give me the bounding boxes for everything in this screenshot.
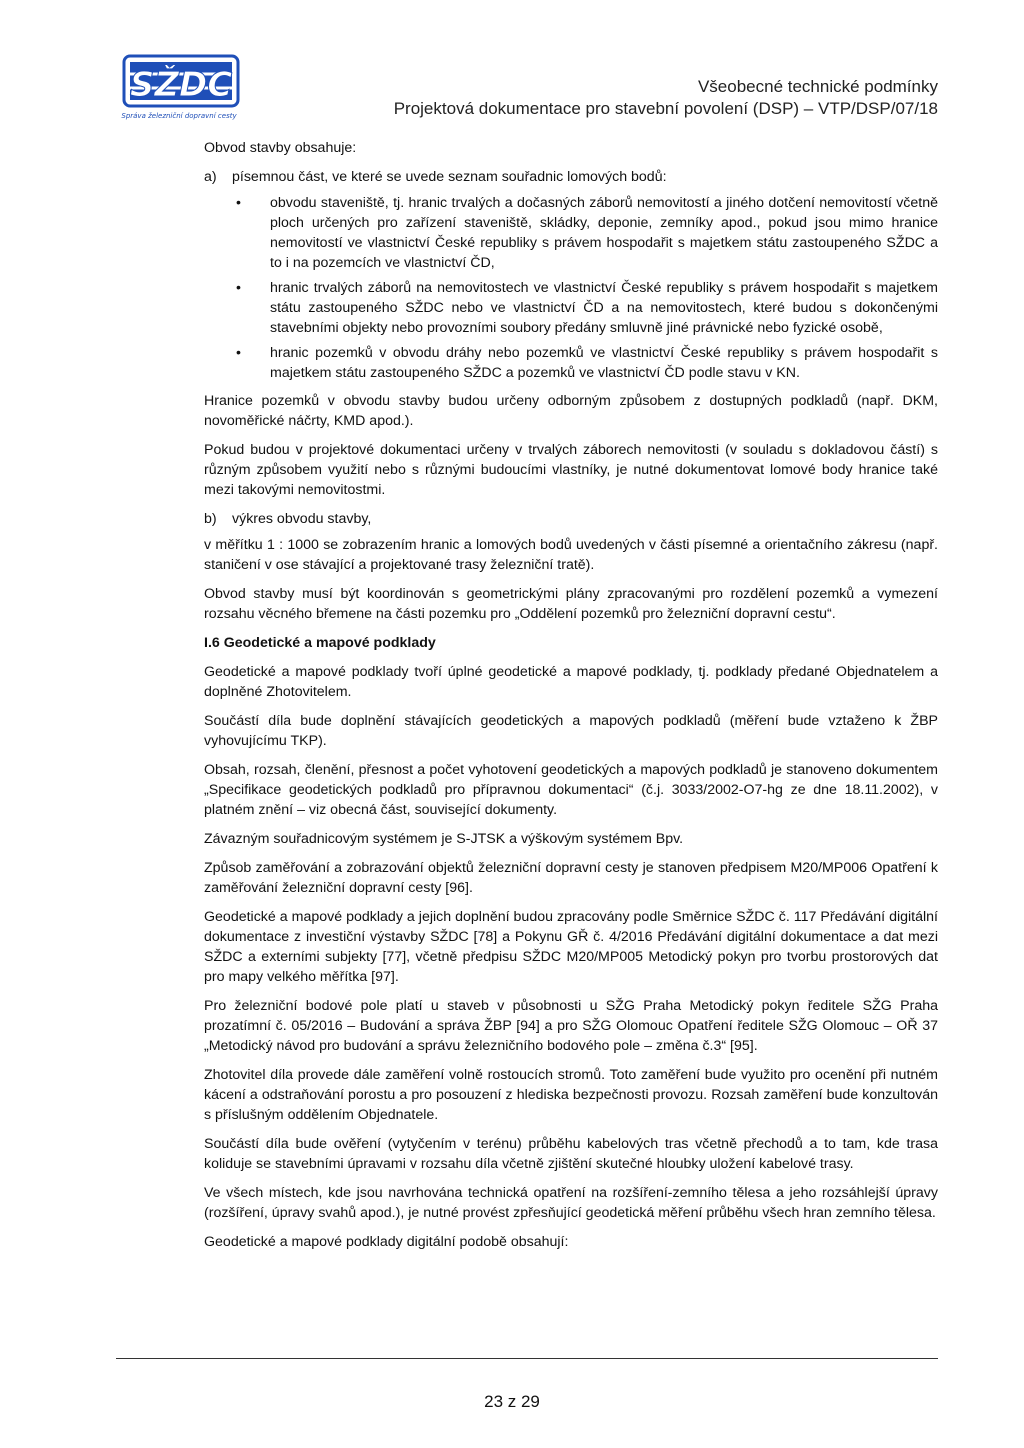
paragraph: Geodetické a mapové podklady tvoří úplné geodetické a mapové podklady, tj. podklady předané Objednatelem a doplněné Zhotovitelem. [204, 664, 938, 700]
paragraph: Obvod stavby musí být koordinován s geometrickými plány zpracovanými pro rozdělení pozemků a vymezení rozsahu věcného břemene na části pozemku pro „Oddělení pozemků pro železniční dopravní cestu“. [204, 586, 938, 622]
logo-text: SŽDC [129, 65, 233, 105]
bullet-icon: • [236, 280, 241, 296]
paragraph: Způsob zaměřování a zobrazování objektů železniční dopravní cesty je stanoven předpisem M20/MP006 Opatření k zaměřování železniční dopravní cesty [96]. [204, 860, 938, 896]
paragraph: Ve všech místech, kde jsou navrhována technická opatření na rozšíření-zemního tělesa a jeho rozsáhlejší úpravy (rozšíření, úpravy svahů apod.), je nutné provést zpřesňující geodetická měření průběhu všech hran zemního tělesa. [204, 1185, 938, 1221]
item-b-label: b) [204, 511, 217, 527]
paragraph: Součástí díla bude ověření (vytyčením v terénu) průběhu kabelových tras včetně přechodů a to tam, kde trasa koliduje se stavebními úpravami v rozsahu díla včetně zjištění skutečné hloubky uložení kabelové trasy. [204, 1136, 938, 1172]
footer-divider [116, 1358, 938, 1359]
paragraph: Geodetické a mapové podklady digitální podobě obsahují: [204, 1234, 569, 1250]
page-header [394, 76, 938, 120]
paragraph: Zhotovitel díla provede dále zaměření volně rostoucích stromů. Toto zaměření bude využito pro ocenění při nutném kácení a odstraňování porostu a pro posouzení z hlediska bezpečnosti provozu. Rozsah zaměření bude konzultován s příslušným oddělením Objednatele. [204, 1067, 938, 1123]
paragraph: Součástí díla bude doplnění stávajících geodetických a mapových podkladů (měření bude vztaženo k ŽBP vyhovujícímu TKP). [204, 713, 938, 749]
paragraph: Pro železniční bodové pole platí u staveb v působnosti u SŽG Praha Metodický pokyn ředitele SŽG Praha prozatímní č. 05/2016 – Budování a správa ŽBP [94] a pro SŽG Olomouc Opatření ředitele SŽG Olomouc – OŘ 37 „Metodický návod pro budování a správu železničního bodového pole – změna č.3“ [95]. [204, 998, 938, 1054]
item-a-label: a) [204, 169, 217, 185]
bullet-icon: • [236, 345, 241, 361]
bullet-icon: • [236, 195, 241, 211]
paragraph: Hranice pozemků v obvodu stavby budou určeny odborným způsobem z dostupných podkladů (např. DKM, novoměřické náčrty, KMD apod.). [204, 393, 938, 429]
page-number: 23 z 29 [484, 1392, 540, 1411]
bullet-list [204, 193, 938, 383]
list-item: • hranic trvalých záborů na nemovitostech ve vlastnictví České republiky s právem hospodařit s majetkem státu zastoupeného SŽDC nebo ve vlastnictví ČD a na nemovitostech, které budou s dokončenými stavebními objekty nebo provozními soubory předány smluvně jiné právnické nebo fyzické osobě, [232, 278, 938, 338]
list-item: • obvodu staveniště, tj. hranic trvalých a dočasných záborů nemovitostí a jiného dotčení nemovitostí včetně ploch určených pro zařízení staveniště, skládky, deponie, zemníky apod., pokud jsou mimo hranice nemovitostí ve vlastnictví České republiky s právem hospodařit s majetkem státu zastoupeného SŽDC a to i na pozemcích ve vlastnictví ČD, [232, 193, 938, 273]
list-item-a [204, 167, 938, 187]
list-item: • hranic pozemků v obvodu dráhy nebo pozemků ve vlastnictví České republiky s právem hospodařit s majetkem státu zastoupeného SŽDC a pozemků ve vlastnictví ČD podle stavu v KN. [232, 343, 938, 383]
logo-subtitle: Správa železniční dopravní cesty [121, 112, 237, 120]
paragraph: Pokud budou v projektové dokumentaci určeny v trvalých záborech nemovitosti (v souladu s dokladovou částí) s různým způsobem využití nebo s různými budoucími vlastníky, je nutné dokumentovat lomové body hranice také mezi takovými nemovitostmi. [204, 442, 938, 498]
item-b-text: výkres obvodu stavby, [232, 511, 372, 527]
header-subtitle: Projektová dokumentace pro stavební povolení (DSP) – VTP/DSP/07/18 [393, 99, 938, 118]
paragraph: Geodetické a mapové podklady a jejich doplnění budou zpracovány podle Směrnice SŽDC č. 117 Předávání digitální dokumentace z investiční výstavby SŽDC [78] a Pokynu GŘ č. 4/2016 Předávání digitální dokumentace a dat mezi SŽDC a externími subjekty [77], včetně předpisu SŽDC M20/MP005 Metodický pokyn pro tvorbu prostorových dat pro mapy velkého měřítka [97]. [204, 909, 938, 985]
paragraph: v měřítku 1 : 1000 se zobrazením hranic a lomových bodů uvedených v části písemné a orientačního zákresu (např. staničení v ose stávající a projektované trasy železniční tratě). [204, 537, 938, 573]
document-body [204, 138, 938, 1261]
list-item-b [204, 509, 938, 529]
paragraph: Obsah, rozsah, členění, přesnost a počet vyhotovení geodetických a mapových podkladů je stanoveno dokumentem „Specifikace geodetických podkladů pro přípravnou dokumentaci“ (č.j. 3033/2002-O7-hg ze dne 18.11.2002), v platném znění – viz obecná část, související dokumenty. [204, 762, 938, 818]
szdc-logo [116, 52, 242, 122]
section-heading: I.6 Geodetické a mapové podklady [204, 635, 436, 651]
paragraph: Závazným souřadnicovým systémem je S-JTSK a výškovým systémem Bpv. [204, 831, 684, 847]
intro: Obvod stavby obsahuje: [204, 140, 357, 156]
header-title: Všeobecné technické podmínky [697, 77, 938, 96]
item-a-text: písemnou část, ve které se uvede seznam souřadnic lomových bodů: [232, 169, 667, 185]
